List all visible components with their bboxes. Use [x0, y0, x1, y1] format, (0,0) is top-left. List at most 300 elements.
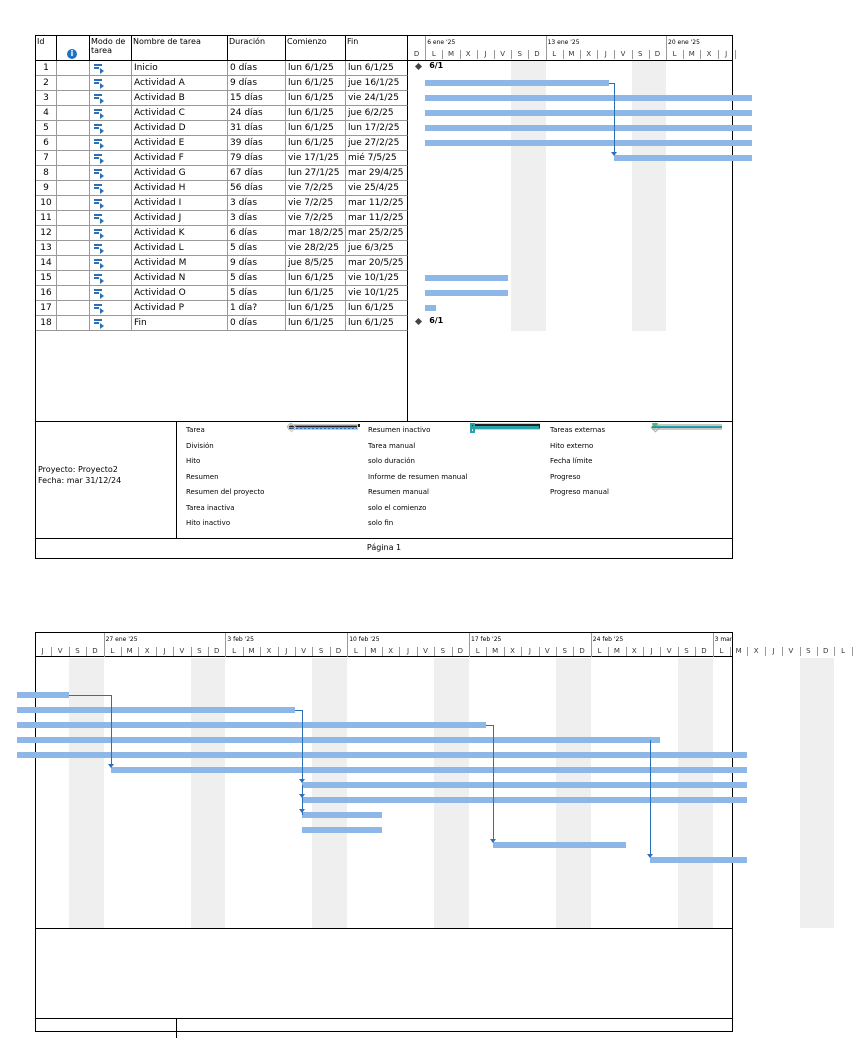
timescale-week-label: 6 ene '25: [427, 39, 456, 46]
col-header-id[interactable]: Id: [36, 36, 57, 60]
cell-name[interactable]: Actividad J: [132, 211, 228, 226]
timescale-week-label: 3 mar: [714, 636, 733, 643]
table-row[interactable]: [36, 151, 408, 166]
icon-part: [100, 293, 104, 299]
legend-label: solo el comienzo: [368, 503, 427, 512]
task-bar[interactable]: [17, 722, 487, 728]
cell-finish[interactable]: lun 6/1/25: [346, 316, 408, 331]
cell-info[interactable]: [57, 256, 90, 271]
milestone-label: 6/1: [429, 61, 444, 70]
task-bar[interactable]: [17, 737, 661, 743]
cell-duration[interactable]: 9 días: [228, 76, 286, 91]
icon-part: [100, 173, 104, 179]
cell-mode[interactable]: [90, 196, 132, 211]
icon-part: [94, 97, 99, 99]
cell-duration[interactable]: 39 días: [228, 136, 286, 151]
icon-part: [94, 262, 99, 264]
task-bar[interactable]: [425, 290, 508, 296]
cell-duration[interactable]: 67 días: [228, 166, 286, 181]
cell-start[interactable]: mar 18/2/25: [286, 226, 346, 241]
cell-start[interactable]: jue 8/5/25: [286, 256, 346, 271]
cell-duration[interactable]: 6 días: [228, 226, 286, 241]
cell-name[interactable]: Actividad B: [132, 91, 228, 106]
cell-start[interactable]: lun 6/1/25: [286, 76, 346, 91]
cell-name[interactable]: Actividad C: [132, 106, 228, 121]
cell-finish[interactable]: jue 16/1/25: [346, 76, 408, 91]
cell-info[interactable]: [57, 286, 90, 301]
gantt-page-1: [35, 35, 733, 559]
cell-mode[interactable]: [90, 181, 132, 196]
task-bar[interactable]: [425, 305, 435, 311]
col-header-info[interactable]: [57, 36, 90, 60]
cell-finish[interactable]: mar 11/2/25: [346, 211, 408, 226]
timescale-day: L: [672, 50, 677, 58]
timescale-day: L: [353, 647, 358, 655]
cell-duration[interactable]: 3 días: [228, 211, 286, 226]
gantt-chart-area: [408, 61, 734, 331]
timescale-day: L: [552, 50, 557, 58]
legend-label: Informe de resumen manual: [368, 472, 468, 481]
cell-duration[interactable]: 24 días: [228, 106, 286, 121]
weekend-shade: [800, 658, 835, 928]
cell-mode[interactable]: [90, 61, 132, 76]
icon-part: [100, 218, 104, 224]
cell-info[interactable]: [57, 301, 90, 316]
icon-part: [100, 248, 104, 254]
dependency-link: [111, 695, 112, 765]
cell-duration[interactable]: 0 días: [228, 61, 286, 76]
task-bar[interactable]: [425, 275, 508, 281]
timescale-day: X: [266, 647, 272, 655]
empty-area-2: [36, 928, 732, 1018]
cell-name[interactable]: Actividad E: [132, 136, 228, 151]
icon-part: [100, 233, 104, 239]
cell-id[interactable]: 18: [36, 316, 57, 331]
cell-name[interactable]: Actividad N: [132, 271, 228, 286]
table-row[interactable]: [36, 76, 408, 91]
timescale-day: J: [285, 647, 288, 655]
cell-duration[interactable]: 5 días: [228, 241, 286, 256]
auto-schedule-icon: [94, 319, 104, 327]
cell-name[interactable]: Actividad I: [132, 196, 228, 211]
cell-info[interactable]: [57, 151, 90, 166]
timescale-week-label: 3 feb '25: [227, 636, 254, 643]
timescale-day: D: [654, 50, 661, 58]
cell-name[interactable]: Actividad K: [132, 226, 228, 241]
cell-id[interactable]: 17: [36, 301, 57, 316]
cell-id[interactable]: 4: [36, 106, 57, 121]
icon-part: [94, 184, 102, 186]
dependency-link: [302, 785, 303, 815]
cell-finish[interactable]: vie 24/1/25: [346, 91, 408, 106]
cell-start[interactable]: lun 6/1/25: [286, 316, 346, 331]
timescale-day: D: [534, 50, 540, 58]
table-row[interactable]: [36, 91, 408, 106]
timescale-day: X: [586, 50, 591, 58]
legend: [36, 421, 732, 538]
timescale-day: V: [301, 647, 307, 655]
cell-name[interactable]: Actividad P: [132, 301, 228, 316]
cell-id[interactable]: 7: [36, 151, 57, 166]
gantt-page-2: [35, 632, 846, 1032]
cell-duration[interactable]: 31 días: [228, 121, 286, 136]
auto-schedule-icon: [94, 109, 104, 117]
table-row[interactable]: [36, 106, 408, 121]
icon-part: [94, 202, 99, 204]
cell-mode[interactable]: [90, 166, 132, 181]
timescale-day: X: [388, 647, 394, 655]
timescale-week-sep: [591, 633, 592, 657]
dependency-arrow: [490, 839, 496, 843]
table-row[interactable]: [36, 241, 408, 256]
cell-id[interactable]: 3: [36, 91, 57, 106]
cell-finish[interactable]: mar 11/2/25: [346, 196, 408, 211]
cell-duration[interactable]: 15 días: [228, 91, 286, 106]
cell-name[interactable]: Inicio: [132, 61, 228, 76]
legend-label: Resumen inactivo: [368, 426, 431, 434]
timescale-day: V: [620, 50, 626, 58]
cell-start[interactable]: lun 6/1/25: [286, 106, 346, 121]
milestone-end[interactable]: [415, 318, 422, 325]
auto-schedule-icon: [94, 139, 104, 147]
legend-label: Resumen manual: [368, 488, 429, 496]
table-row[interactable]: [36, 61, 408, 76]
timescale-day: L: [841, 647, 846, 655]
cell-start[interactable]: vie 7/2/25: [286, 196, 346, 211]
cell-start[interactable]: lun 6/1/25: [286, 301, 346, 316]
icon-part: [94, 214, 102, 216]
table-row[interactable]: [36, 121, 408, 136]
auto-schedule-icon: [94, 199, 104, 207]
timescale-week-sep: [225, 633, 226, 657]
icon-part: [94, 304, 102, 306]
cell-name[interactable]: Actividad H: [132, 181, 228, 196]
page-footer: Página 1: [36, 538, 732, 559]
cell-info[interactable]: [57, 316, 90, 331]
cell-mode[interactable]: [90, 106, 132, 121]
timescale-day: L: [719, 647, 724, 655]
cell-finish[interactable]: jue 27/2/25: [346, 136, 408, 151]
table-row[interactable]: [36, 301, 408, 316]
cell-start[interactable]: vie 28/2/25: [286, 241, 346, 256]
auto-schedule-icon: [94, 79, 104, 87]
gantt-chart-area-2: [36, 658, 732, 928]
cell-info[interactable]: [57, 136, 90, 151]
timescale-day: X: [706, 50, 712, 58]
icon-part: [94, 142, 99, 144]
auto-schedule-icon: [94, 229, 104, 237]
cell-mode[interactable]: [90, 256, 132, 271]
icon-part: [94, 127, 99, 129]
cell-start[interactable]: lun 6/1/25: [286, 91, 346, 106]
timescale-week-label: 17 feb '25: [471, 636, 502, 643]
cell-start[interactable]: lun 6/1/25: [286, 136, 346, 151]
dependency-link: [614, 83, 615, 153]
table-row[interactable]: [36, 136, 408, 151]
project-date: Fecha: mar 31/12/24: [38, 476, 122, 485]
cell-id[interactable]: 16: [36, 286, 57, 301]
table-row[interactable]: [36, 181, 408, 196]
legend-label: Resumen: [186, 472, 219, 481]
cell-info[interactable]: [57, 76, 90, 91]
task-bar[interactable]: [17, 752, 748, 758]
timescale-day: V: [423, 647, 428, 655]
icon-part: [94, 199, 102, 201]
cell-info[interactable]: [57, 241, 90, 256]
task-bar[interactable]: [302, 782, 747, 788]
timescale-day: D: [92, 647, 98, 655]
cell-id[interactable]: 13: [36, 241, 57, 256]
timescale-day: L: [475, 647, 480, 655]
cell-mode[interactable]: [90, 301, 132, 316]
cell-info[interactable]: [57, 91, 90, 106]
timescale-day: J: [528, 647, 531, 655]
timescale-day: M: [688, 50, 695, 58]
auto-schedule-icon: [94, 214, 104, 222]
timescale-day: X: [753, 647, 759, 655]
cell-start[interactable]: lun 6/1/25: [286, 286, 346, 301]
timescale-day: X: [144, 647, 150, 655]
table-header: [36, 36, 732, 61]
weekend-shade: [632, 61, 666, 331]
timescale-day: L: [232, 647, 237, 655]
timescale-day: L: [431, 50, 436, 58]
cell-finish[interactable]: jue 6/2/25: [346, 106, 408, 121]
timescale-week-sep: [347, 633, 348, 657]
cell-id[interactable]: 1: [36, 61, 57, 76]
cell-finish[interactable]: mar 29/4/25: [346, 166, 408, 181]
task-bar[interactable]: [650, 857, 747, 863]
cell-finish[interactable]: mar 20/5/25: [346, 256, 408, 271]
legend-symbol-icon: [470, 423, 475, 433]
task-bar[interactable]: [17, 692, 69, 698]
cell-finish[interactable]: lun 17/2/25: [346, 121, 408, 136]
legend-label: Tarea: [186, 426, 205, 434]
weekend-shade: [191, 658, 226, 928]
cell-finish[interactable]: lun 6/1/25: [346, 61, 408, 76]
task-bar[interactable]: [614, 155, 752, 161]
icon-part: [94, 124, 102, 126]
legend-symbol-icon: [470, 424, 540, 428]
timescale-day: X: [465, 50, 471, 58]
cell-duration[interactable]: 5 días: [228, 286, 286, 301]
cell-finish[interactable]: mié 7/5/25: [346, 151, 408, 166]
task-bar[interactable]: [111, 767, 748, 773]
icon-part: [94, 259, 102, 261]
timescale-day: V: [57, 647, 63, 655]
timescale-day: D: [579, 647, 585, 655]
cell-info[interactable]: [57, 106, 90, 121]
dependency-link: [650, 740, 651, 855]
cell-id[interactable]: 8: [36, 166, 57, 181]
task-bar[interactable]: [425, 95, 752, 101]
cell-mode[interactable]: [90, 211, 132, 226]
table-row[interactable]: [36, 256, 408, 271]
cell-name[interactable]: Actividad M: [132, 256, 228, 271]
cell-id[interactable]: 10: [36, 196, 57, 211]
cell-start[interactable]: lun 6/1/25: [286, 61, 346, 76]
timescale-week-label: 20 ene '25: [668, 39, 700, 46]
task-bar[interactable]: [425, 125, 752, 131]
timescale-day: S: [637, 50, 643, 58]
timescale-day: D: [701, 647, 707, 655]
cell-start[interactable]: lun 27/1/25: [286, 166, 346, 181]
icon-part: [94, 307, 99, 309]
cell-info[interactable]: [57, 121, 90, 136]
cell-name[interactable]: Actividad A: [132, 76, 228, 91]
task-bar[interactable]: [17, 707, 295, 713]
cell-name[interactable]: Actividad G: [132, 166, 228, 181]
icon-part: [94, 82, 99, 84]
cell-name[interactable]: Fin: [132, 316, 228, 331]
cell-id[interactable]: 14: [36, 256, 57, 271]
cell-finish[interactable]: jue 6/3/25: [346, 241, 408, 256]
col-header-finish[interactable]: Fin: [346, 36, 408, 60]
table-row[interactable]: [36, 226, 408, 241]
task-bar[interactable]: [425, 140, 752, 146]
cell-finish[interactable]: vie 10/1/25: [346, 271, 408, 286]
cell-duration[interactable]: 1 día?: [228, 301, 286, 316]
timescale-day: J: [41, 647, 44, 655]
weekend-shade: [312, 658, 347, 928]
cell-mode[interactable]: [90, 91, 132, 106]
cell-mode[interactable]: [90, 136, 132, 151]
cell-id[interactable]: 2: [36, 76, 57, 91]
cell-start[interactable]: lun 6/1/25: [286, 121, 346, 136]
timescale-day: D: [823, 647, 829, 655]
icon-part: [94, 64, 102, 66]
timescale-day: J: [407, 647, 410, 655]
cell-start[interactable]: vie 17/1/25: [286, 151, 346, 166]
task-bar[interactable]: [302, 827, 382, 833]
timescale-day: J: [725, 50, 728, 58]
timescale-day: V: [500, 50, 505, 58]
cell-id[interactable]: 6: [36, 136, 57, 151]
cell-info[interactable]: [57, 166, 90, 181]
icon-part: [100, 128, 104, 134]
dependency-link: [493, 725, 494, 840]
cell-mode[interactable]: [90, 241, 132, 256]
timescale-day: S: [806, 647, 811, 655]
cell-id[interactable]: 9: [36, 181, 57, 196]
icon-part: [100, 98, 104, 104]
cell-info[interactable]: [57, 226, 90, 241]
task-bar[interactable]: [493, 842, 625, 848]
table-row[interactable]: [36, 211, 408, 226]
weekend-shade: [678, 658, 713, 928]
cell-duration[interactable]: 5 días: [228, 271, 286, 286]
cell-mode[interactable]: [90, 271, 132, 286]
col-header-duration[interactable]: Duración: [228, 36, 286, 60]
cell-info[interactable]: [57, 211, 90, 226]
timescale-day: M: [370, 647, 377, 655]
timescale-week-label: 10 feb '25: [349, 636, 380, 643]
cell-finish[interactable]: mar 25/2/25: [346, 226, 408, 241]
cell-finish[interactable]: lun 6/1/25: [346, 301, 408, 316]
icon-part: [94, 169, 102, 171]
icon-part: [94, 247, 99, 249]
icon-part: [94, 232, 99, 234]
legend-label: Tareas externas: [550, 426, 606, 434]
cell-info[interactable]: [57, 196, 90, 211]
timescale-week-label: 13 ene '25: [547, 39, 580, 46]
legend-label: Fecha límite: [550, 457, 593, 465]
cell-finish[interactable]: vie 25/4/25: [346, 181, 408, 196]
timescale-week-sep: [546, 36, 547, 60]
table-row[interactable]: [36, 196, 408, 211]
cell-start[interactable]: vie 7/2/25: [286, 181, 346, 196]
cell-start[interactable]: vie 7/2/25: [286, 211, 346, 226]
timescale-day: M: [126, 647, 133, 655]
cell-name[interactable]: Actividad L: [132, 241, 228, 256]
timescale-week-sep: [666, 36, 667, 60]
cell-mode[interactable]: [90, 316, 132, 331]
legend-label: Resumen del proyecto: [186, 488, 265, 496]
cell-id[interactable]: 11: [36, 211, 57, 226]
task-bar[interactable]: [302, 797, 747, 803]
table-row[interactable]: [36, 316, 408, 331]
weekend-shade: [511, 61, 545, 331]
cell-start[interactable]: lun 6/1/25: [286, 271, 346, 286]
auto-schedule-icon: [94, 124, 104, 132]
timescale-day: M: [447, 50, 454, 58]
icon-part: [94, 157, 99, 159]
milestone-start[interactable]: [415, 63, 422, 70]
cell-duration[interactable]: 9 días: [228, 256, 286, 271]
col-header-start[interactable]: Comienzo: [286, 36, 346, 60]
cell-mode[interactable]: [90, 121, 132, 136]
task-bar[interactable]: [425, 110, 752, 116]
dependency-link: [295, 710, 302, 711]
task-bar[interactable]: [302, 812, 382, 818]
cell-mode[interactable]: [90, 76, 132, 91]
cell-id[interactable]: 5: [36, 121, 57, 136]
cell-info[interactable]: [57, 181, 90, 196]
cell-info[interactable]: [57, 61, 90, 76]
table-row[interactable]: [36, 166, 408, 181]
col-header-mode[interactable]: Modo de tarea: [90, 36, 132, 60]
dependency-arrow: [647, 854, 653, 858]
cell-mode[interactable]: [90, 286, 132, 301]
cell-id[interactable]: 15: [36, 271, 57, 286]
cell-mode[interactable]: [90, 151, 132, 166]
auto-schedule-icon: [94, 94, 104, 102]
task-bar[interactable]: [425, 80, 609, 86]
cell-duration[interactable]: 56 días: [228, 181, 286, 196]
cell-duration[interactable]: 3 días: [228, 196, 286, 211]
cell-duration[interactable]: 79 días: [228, 151, 286, 166]
legend-label: Progreso manual: [550, 488, 609, 496]
cell-duration[interactable]: 0 días: [228, 316, 286, 331]
cell-finish[interactable]: vie 10/1/25: [346, 286, 408, 301]
icon-part: [94, 94, 102, 96]
auto-schedule-icon: [94, 304, 104, 312]
col-header-name[interactable]: Nombre de tarea: [132, 36, 228, 60]
cell-name[interactable]: Actividad D: [132, 121, 228, 136]
empty-table-area: [36, 331, 408, 421]
table-row[interactable]: [36, 286, 408, 301]
cell-name[interactable]: Actividad O: [132, 286, 228, 301]
weekend-shade: [556, 658, 591, 928]
cell-mode[interactable]: [90, 226, 132, 241]
auto-schedule-icon: [94, 259, 104, 267]
cell-id[interactable]: 12: [36, 226, 57, 241]
table-row[interactable]: [36, 271, 408, 286]
icon-part: [94, 322, 99, 324]
cell-info[interactable]: [57, 271, 90, 286]
cell-name[interactable]: Actividad F: [132, 151, 228, 166]
timescale-day: D: [335, 647, 342, 655]
